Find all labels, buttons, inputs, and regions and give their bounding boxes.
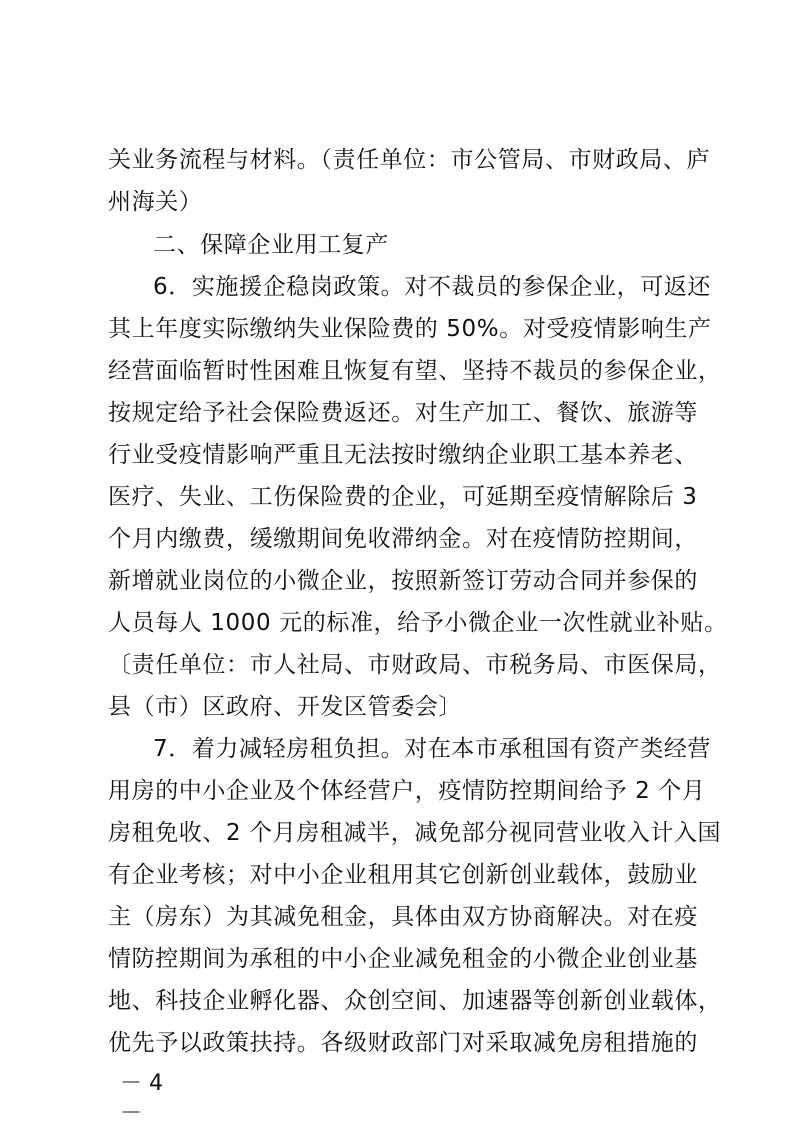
- text-line: 地、科技企业孵化器、众创空间、加速器等创新创业载体，: [108, 988, 722, 1014]
- section-heading: 二、保障企业用工复产: [153, 232, 389, 258]
- text-line: 个月内缴费，缓缴期间免收滞纳金。对在疫情防控期间，: [108, 526, 698, 552]
- text-line: 有企业考核；对中小企业租用其它创新创业载体，鼓励业: [108, 862, 698, 888]
- text-line: 关业务流程与材料。（责任单位：市公管局、市财政局、庐: [108, 147, 711, 173]
- text-line: 按规定给予社会保险费返还。对生产加工、餐饮、旅游等: [108, 400, 698, 426]
- text-line: 州海关）: [108, 189, 203, 215]
- text-line: 房租免收、2 个月房租减半，减免部分视同营业收入计入国: [108, 820, 722, 846]
- text-line: 用房的中小企业及个体经营户，疫情防控期间给予 2 个月: [108, 778, 706, 804]
- text-line: 县（市）区政府、开发区管委会〕: [108, 694, 462, 720]
- text-line: 优先予以政策扶持。各级财政部门对采取减免房租措施的: [108, 1030, 698, 1056]
- text-line: 情防控期间为承租的中小企业减免租金的小微企业创业基: [108, 946, 698, 972]
- text-line: 主（房东）为其减免租金，具体由双方协商解决。对在疫: [108, 904, 698, 930]
- paragraph-start: 7．着力减轻房租负担。对在本市承租国有资产类经营: [153, 736, 712, 762]
- page-number-dash: －: [120, 1101, 143, 1126]
- text-line: 〔责任单位：市人社局、市财政局、市税务局、市医保局，: [108, 652, 722, 678]
- text-line: 医疗、失业、工伤保险费的企业，可延期至疫情解除后 3: [108, 484, 698, 510]
- text-line: 经营面临暂时性困难且恢复有望、坚持不裁员的参保企业，: [108, 358, 722, 384]
- paragraph-start: 6．实施援企稳岗政策。对不裁员的参保企业，可返还: [153, 274, 712, 300]
- page-number: － 4: [120, 1071, 163, 1096]
- text-line: 人员每人 1000 元的标准，给予小微企业一次性就业补贴。: [108, 610, 728, 636]
- text-line: 其上年度实际缴纳失业保险费的 50%。对受疫情影响生产: [108, 316, 712, 342]
- text-line: 新增就业岗位的小微企业，按照新签订劳动合同并参保的: [108, 568, 698, 594]
- text-line: 行业受疫情影响严重且无法按时缴纳企业职工基本养老、: [108, 442, 698, 468]
